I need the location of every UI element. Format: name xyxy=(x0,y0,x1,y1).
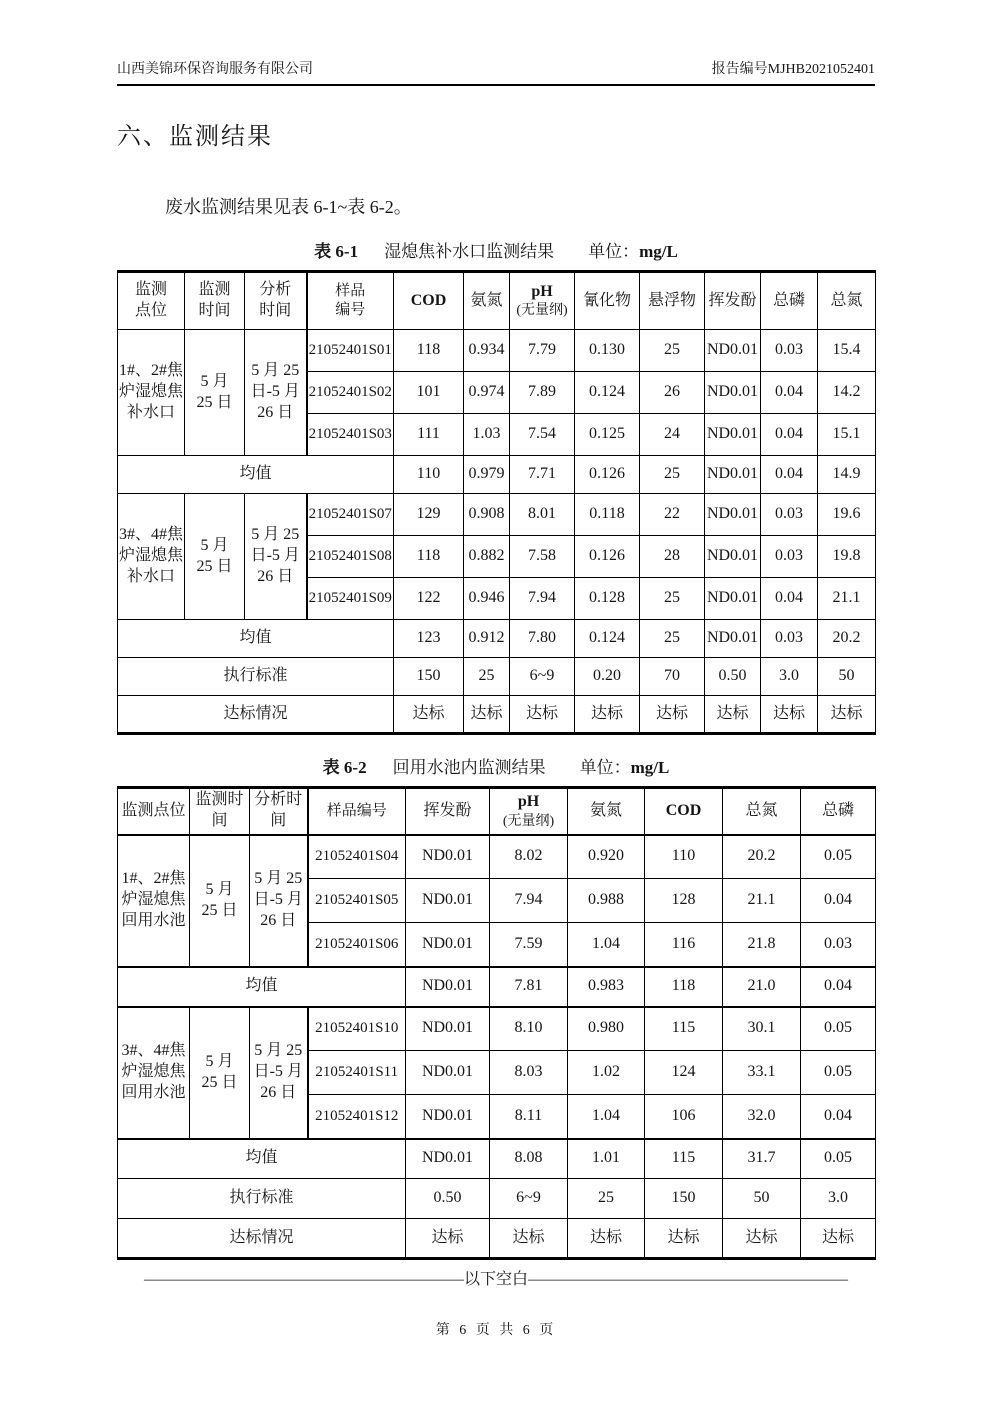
table-cell: 25 xyxy=(640,330,705,372)
table-cell: 达标 xyxy=(575,696,640,734)
table-cell: 1.04 xyxy=(568,1095,645,1139)
table-cell: 5 月 25 日-5 月 26 日 xyxy=(245,494,307,620)
table-cell: ND0.01 xyxy=(705,372,761,414)
table-cell: ND0.01 xyxy=(705,456,761,494)
header-cell: 监测 时间 xyxy=(185,272,245,330)
table-6-1 xyxy=(117,270,876,735)
table-cell: 0.50 xyxy=(705,658,761,696)
table-cell: 1.02 xyxy=(568,1051,645,1095)
header-cell: 总氮 xyxy=(818,272,876,330)
header-cell: 总磷 xyxy=(761,272,818,330)
table-cell: 101 xyxy=(394,372,464,414)
table2-caption xyxy=(117,753,875,778)
table-cell: 20.2 xyxy=(723,835,801,879)
table-cell: 达标 xyxy=(490,1219,568,1259)
table-cell: 达标 xyxy=(394,696,464,734)
table-cell: 5 月 25 日 xyxy=(190,1007,250,1139)
table-cell: 0.03 xyxy=(761,620,818,658)
table-cell: 0.04 xyxy=(801,967,876,1007)
table-cell: 19.6 xyxy=(818,494,876,536)
table-cell: 8.01 xyxy=(510,494,575,536)
table-cell: ND0.01 xyxy=(705,414,761,456)
table-cell: ND0.01 xyxy=(406,1095,490,1139)
table-cell: 3#、4#焦炉湿熄焦补水口 xyxy=(118,494,185,620)
table-cell: 15.1 xyxy=(818,414,876,456)
table-cell: 0.130 xyxy=(575,330,640,372)
table-cell: 0.05 xyxy=(801,1007,876,1051)
table-cell: 0.983 xyxy=(568,967,645,1007)
table-cell: 118 xyxy=(394,330,464,372)
header-cell: COD xyxy=(645,788,723,835)
table-cell: 21052401S04 xyxy=(308,835,406,879)
company-name: 山西美锦环保咨询服务有限公司 xyxy=(117,62,313,77)
table-cell: 5 月 25 日-5 月 26 日 xyxy=(250,835,308,967)
table-cell: 31.7 xyxy=(723,1139,801,1179)
table-cell: 21.1 xyxy=(818,578,876,620)
table-cell: 7.94 xyxy=(490,879,568,923)
table-cell: 14.2 xyxy=(818,372,876,414)
table-cell: 21052401S06 xyxy=(308,923,406,967)
table-cell: 21052401S02 xyxy=(307,372,394,414)
table-cell: ND0.01 xyxy=(705,330,761,372)
table-cell: 106 xyxy=(645,1095,723,1139)
table-cell: 0.974 xyxy=(464,372,510,414)
table-cell: 0.04 xyxy=(761,414,818,456)
table-cell: 均值 xyxy=(118,1139,406,1179)
header-cell: 氨氮 xyxy=(464,272,510,330)
table-cell: 129 xyxy=(394,494,464,536)
table-cell: 7.54 xyxy=(510,414,575,456)
table-cell: 1.03 xyxy=(464,414,510,456)
report-number: 报告编号MJHB2021052401 xyxy=(711,62,875,77)
table-cell: 0.126 xyxy=(575,536,640,578)
table-cell: 21052401S12 xyxy=(308,1095,406,1139)
table-cell: 3.0 xyxy=(801,1179,876,1219)
table-cell: 6~9 xyxy=(490,1179,568,1219)
header-cell: 分析时 间 xyxy=(250,788,308,835)
table-cell: 25 xyxy=(640,578,705,620)
table-cell: 26 xyxy=(640,372,705,414)
table-cell: 25 xyxy=(640,620,705,658)
table-cell: 32.0 xyxy=(723,1095,801,1139)
header-cell: 分析 时间 xyxy=(245,272,307,330)
header-cell: pH (无量纲) xyxy=(510,272,575,330)
table-cell: 达标 xyxy=(568,1219,645,1259)
table-cell: 21052401S07 xyxy=(307,494,394,536)
table-cell: 1#、2#焦炉湿熄焦回用水池 xyxy=(118,835,190,967)
table-cell: ND0.01 xyxy=(705,578,761,620)
table-cell: 5 月 25 日-5 月 26 日 xyxy=(245,330,307,456)
table-cell: 0.20 xyxy=(575,658,640,696)
table-cell: 21052401S08 xyxy=(307,536,394,578)
table-cell: 25 xyxy=(464,658,510,696)
table-cell: 达标 xyxy=(723,1219,801,1259)
table-cell: 110 xyxy=(394,456,464,494)
table-cell: 5 月 25 日 xyxy=(185,330,245,456)
table-cell: 0.912 xyxy=(464,620,510,658)
table-cell: 0.934 xyxy=(464,330,510,372)
table-cell: 5 月 25 日 xyxy=(185,494,245,620)
table-cell: 7.80 xyxy=(510,620,575,658)
header-cell: pH (无量纲) xyxy=(490,788,568,835)
table-cell: 150 xyxy=(645,1179,723,1219)
table-cell: 达标 xyxy=(640,696,705,734)
header-cell: 氰化物 xyxy=(575,272,640,330)
header-cell: 氨氮 xyxy=(568,788,645,835)
table-cell: ND0.01 xyxy=(705,494,761,536)
table-cell: 110 xyxy=(645,835,723,879)
header-cell: 挥发酚 xyxy=(705,272,761,330)
table-cell: 0.50 xyxy=(406,1179,490,1219)
table-cell: 达标 xyxy=(818,696,876,734)
table-cell: 0.05 xyxy=(801,835,876,879)
table1-caption xyxy=(117,237,875,262)
table-cell: 达标 xyxy=(761,696,818,734)
table-cell: ND0.01 xyxy=(406,835,490,879)
table-cell: 执行标准 xyxy=(118,658,394,696)
header-cell: 监测点位 xyxy=(118,788,190,835)
table-cell: 0.03 xyxy=(761,536,818,578)
table-cell: 25 xyxy=(640,456,705,494)
table2-caption-title: 回用水池内监测结果 xyxy=(392,758,546,777)
table-cell: 0.126 xyxy=(575,456,640,494)
below-blank-divider: ————————————————————以下空白———————————————————— xyxy=(143,1271,848,1288)
table-cell: 达标 xyxy=(645,1219,723,1259)
table-cell: 22 xyxy=(640,494,705,536)
table-cell: 1#、2#焦炉湿熄焦补水口 xyxy=(118,330,185,456)
header-cell: 悬浮物 xyxy=(640,272,705,330)
section-title: 六、监测结果 xyxy=(117,124,273,150)
table-cell: ND0.01 xyxy=(406,879,490,923)
table-cell: 0.04 xyxy=(801,879,876,923)
table-cell: 执行标准 xyxy=(118,1179,406,1219)
table-cell: 5 月 25 日-5 月 26 日 xyxy=(250,1007,308,1139)
table-cell: 0.03 xyxy=(761,494,818,536)
table-cell: 21052401S05 xyxy=(308,879,406,923)
table-cell: 0.04 xyxy=(761,372,818,414)
table-cell: 115 xyxy=(645,1139,723,1179)
table-cell: 0.979 xyxy=(464,456,510,494)
table-cell: 115 xyxy=(645,1007,723,1051)
table-cell: 8.08 xyxy=(490,1139,568,1179)
table-cell: 111 xyxy=(394,414,464,456)
header-cell: 总氮 xyxy=(723,788,801,835)
table-cell: ND0.01 xyxy=(406,923,490,967)
table-cell: 150 xyxy=(394,658,464,696)
table1-caption-title: 湿熄焦补水口监测结果 xyxy=(384,242,555,261)
table-cell: 达标情况 xyxy=(118,1219,406,1259)
table-cell: 1.01 xyxy=(568,1139,645,1179)
header-cell: 监测 点位 xyxy=(118,272,185,330)
table-cell: 0.920 xyxy=(568,835,645,879)
table-cell: 3.0 xyxy=(761,658,818,696)
table-cell: 0.988 xyxy=(568,879,645,923)
table-cell: 118 xyxy=(394,536,464,578)
table-cell: 122 xyxy=(394,578,464,620)
table-cell: 128 xyxy=(645,879,723,923)
table-cell: 7.58 xyxy=(510,536,575,578)
table-cell: 5 月 25 日 xyxy=(190,835,250,967)
table-cell: 28 xyxy=(640,536,705,578)
intro-text: 废水监测结果见表 6-1~表 6-2。 xyxy=(165,197,412,217)
table-cell: 21.0 xyxy=(723,967,801,1007)
table-cell: ND0.01 xyxy=(406,967,490,1007)
table-cell: 7.71 xyxy=(510,456,575,494)
table-cell: 均值 xyxy=(118,456,394,494)
table-cell: 8.02 xyxy=(490,835,568,879)
table-cell: 19.8 xyxy=(818,536,876,578)
table-cell: 0.908 xyxy=(464,494,510,536)
table-cell: 8.10 xyxy=(490,1007,568,1051)
table-cell: 0.882 xyxy=(464,536,510,578)
page-number: 第 6 页 共 6 页 xyxy=(435,1323,557,1338)
table-cell: ND0.01 xyxy=(406,1139,490,1179)
table-cell: 25 xyxy=(568,1179,645,1219)
table-cell: 0.05 xyxy=(801,1139,876,1179)
table-cell: 20.2 xyxy=(818,620,876,658)
table-cell: 达标 xyxy=(801,1219,876,1259)
table-cell: 8.03 xyxy=(490,1051,568,1095)
table-cell: 33.1 xyxy=(723,1051,801,1095)
header-cell: 监测时 间 xyxy=(190,788,250,835)
header-cell: COD xyxy=(394,272,464,330)
table-cell: 达标 xyxy=(464,696,510,734)
table2-caption-unit-value: mg/L xyxy=(630,758,670,777)
table-cell: 7.81 xyxy=(490,967,568,1007)
table-cell: 7.89 xyxy=(510,372,575,414)
table-cell: 14.9 xyxy=(818,456,876,494)
table-cell: 7.59 xyxy=(490,923,568,967)
table-cell: 21.1 xyxy=(723,879,801,923)
table-cell: 0.125 xyxy=(575,414,640,456)
table-cell: 21.8 xyxy=(723,923,801,967)
table-cell: 0.03 xyxy=(801,923,876,967)
table-cell: ND0.01 xyxy=(705,536,761,578)
table-cell: 70 xyxy=(640,658,705,696)
header-cell: 样品编号 xyxy=(308,788,406,835)
table-cell: 50 xyxy=(723,1179,801,1219)
table1-caption-unit-value: mg/L xyxy=(639,242,678,261)
table-cell: 0.04 xyxy=(761,578,818,620)
table-6-2 xyxy=(117,786,876,1260)
table-cell: 均值 xyxy=(118,620,394,658)
table-cell: 21052401S11 xyxy=(308,1051,406,1095)
table-cell: 7.94 xyxy=(510,578,575,620)
table-cell: 0.124 xyxy=(575,372,640,414)
header-cell: 样品 编号 xyxy=(307,272,394,330)
table-cell: 123 xyxy=(394,620,464,658)
header-cell: 挥发酚 xyxy=(406,788,490,835)
table-cell: 6~9 xyxy=(510,658,575,696)
table-cell: 7.79 xyxy=(510,330,575,372)
table-cell: 0.04 xyxy=(801,1095,876,1139)
table-cell: 50 xyxy=(818,658,876,696)
table-cell: 0.946 xyxy=(464,578,510,620)
table-cell: 达标 xyxy=(705,696,761,734)
table2-caption-label: 表 6-2 xyxy=(322,758,367,777)
table-cell: 30.1 xyxy=(723,1007,801,1051)
table-cell: 21052401S09 xyxy=(307,578,394,620)
table-cell: 0.128 xyxy=(575,578,640,620)
table2-caption-unit-label: 单位： xyxy=(579,758,631,777)
table-cell: 0.03 xyxy=(761,330,818,372)
table-cell: 116 xyxy=(645,923,723,967)
table-cell: 3#、4#焦炉湿熄焦回用水池 xyxy=(118,1007,190,1139)
table-cell: 124 xyxy=(645,1051,723,1095)
table-cell: 0.980 xyxy=(568,1007,645,1051)
table-cell: 达标情况 xyxy=(118,696,394,734)
table1-caption-unit-label: 单位： xyxy=(588,242,640,261)
table-cell: ND0.01 xyxy=(406,1051,490,1095)
table-cell: 0.04 xyxy=(761,456,818,494)
table-cell: 21052401S10 xyxy=(308,1007,406,1051)
table-cell: 21052401S01 xyxy=(307,330,394,372)
table-cell: 118 xyxy=(645,967,723,1007)
table-cell: 1.04 xyxy=(568,923,645,967)
table-cell: 达标 xyxy=(510,696,575,734)
table-cell: 24 xyxy=(640,414,705,456)
header-cell: 总磷 xyxy=(801,788,876,835)
table-cell: 15.4 xyxy=(818,330,876,372)
table-cell: 均值 xyxy=(118,967,406,1007)
table-cell: ND0.01 xyxy=(406,1007,490,1051)
table-cell: 0.05 xyxy=(801,1051,876,1095)
table-cell: 21052401S03 xyxy=(307,414,394,456)
table-cell: 8.11 xyxy=(490,1095,568,1139)
table1-caption-label: 表 6-1 xyxy=(314,242,359,261)
table-cell: 0.118 xyxy=(575,494,640,536)
table-cell: ND0.01 xyxy=(705,620,761,658)
document-header xyxy=(117,58,875,86)
table-cell: 达标 xyxy=(406,1219,490,1259)
table-cell: 0.124 xyxy=(575,620,640,658)
page-content xyxy=(117,0,875,1379)
